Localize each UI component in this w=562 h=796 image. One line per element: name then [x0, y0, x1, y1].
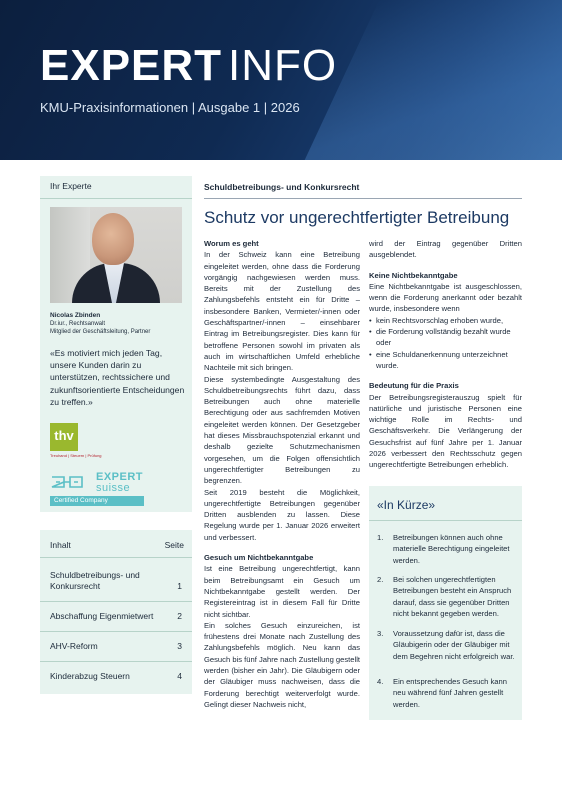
- toc-row-page: 2: [177, 611, 182, 621]
- paragraph: Ist eine Betreibung ungerechtfertigt, kann beim Betreibungsamt ein Gesuch um Nichtbekanntgabe gestellt werden. Der Registereintrag ist in diesem Fall für Dritte nicht sichtbar.: [204, 564, 360, 619]
- expertsuisse-icon: [50, 473, 84, 491]
- toc-header: [40, 530, 192, 558]
- expert-label: Ihr Experte: [50, 181, 92, 191]
- paragraph: Diese systembedingte Ausgestaltung des Schuldbetreibungsrechts führt dazu, dass Betreibungen auch ohne materielle Berechtigung oder aus sachfremden Motiven eingeleitet werden können. Der Gesetzgeber hat dieses Missbrauchspotenzial erkannt und deshalb gezielte Schutzmechanismen vorgesehen, um die Folgen offensichtlich ungerechtfertigter Betreibungen zu begrenzen.: [204, 374, 360, 486]
- thv-logo: thv: [50, 423, 78, 451]
- photo-head: [92, 213, 134, 265]
- toc-row[interactable]: [40, 632, 192, 662]
- summary-title: «In Kürze»: [377, 498, 436, 512]
- section-heading: Worum es geht: [204, 239, 259, 248]
- summary-item-number: 2.: [377, 575, 384, 584]
- paragraph: Eine Nichtbekanntgabe ist ausgeschlossen, wenn die Forderung anerkannt oder bezahlt wurde, insbesondere wenn: [369, 281, 522, 314]
- summary-item-number: 1.: [377, 533, 384, 542]
- divider: [204, 198, 522, 199]
- toc-row-page: 4: [177, 671, 182, 681]
- toc-header-title: Inhalt: [50, 540, 71, 550]
- article-category: Schuldbetreibungs- und Konkursrecht: [204, 182, 360, 192]
- paragraph: wird der Eintrag gegenüber Dritten ausgeblendet.: [369, 239, 522, 260]
- table-of-contents: [40, 530, 192, 694]
- expert-position: Mitglied der Geschäftsleitung, Partner: [50, 329, 151, 335]
- expertsuisse-word-1: EXPERT: [96, 471, 144, 483]
- toc-row[interactable]: [40, 602, 192, 632]
- summary-item-text: Ein entsprechendes Gesuch kann neu während fünf Jahren gestellt werden.: [393, 677, 507, 709]
- summary-box: [369, 486, 522, 720]
- issue-line: KMU-Praxisinformationen | Ausgabe 1 | 2026: [40, 100, 300, 115]
- brand-light: INFO: [228, 41, 338, 90]
- toc-row-page: 3: [177, 641, 182, 651]
- toc-row-title: Schuldbetreibungs- und Konkursrecht: [50, 570, 140, 591]
- summary-item-text: Bei solchen ungerechtfertigten Betreibungen besteht ein Anspruch darauf, dass sie gegenüber Dritten nicht bekannt gegeben werden.: [393, 575, 512, 618]
- brand-bold: EXPERT: [40, 41, 223, 90]
- expert-role: Dr.iur., Rechtsanwalt: [50, 321, 106, 327]
- section-heading: Bedeutung für die Praxis: [369, 381, 459, 391]
- certified-badge: Certified Company: [50, 496, 144, 506]
- toc-row-title: Kinderabzug Steuern: [50, 671, 130, 681]
- left-column: [40, 176, 192, 681]
- section-heading: Keine Nichtbekanntgabe: [369, 270, 458, 280]
- expert-box: [40, 176, 192, 512]
- toc-row[interactable]: [40, 558, 192, 602]
- paragraph: Seit 2019 besteht die Möglichkeit, ungerechtfertigte Betreibungen gegenüber Dritten ausblenden zu lassen. Diese Regelung wurde per 1. Januar 2026 erweitert und verbessert.: [204, 487, 360, 542]
- brand-title: [40, 41, 338, 90]
- expert-photo: [50, 207, 182, 303]
- summary-item-number: 4.: [377, 677, 384, 686]
- expertsuisse-logo: [50, 471, 180, 505]
- paragraph: Ein solches Gesuch einzureichen, ist frühestens drei Monate nach Zustellung des Zahlungsbefehls möglich. Neu kann das Gesuch bis fünf Jahre nach Zustellung gestellt werden (bisher ein Jahr). Die Gläubigern oder der Gläubiger muss nachweisen, dass die Forderung berechtigt weiterverfolgt wurde. Gelingt dieser Nachweis nicht,: [204, 620, 360, 709]
- paragraph: Der Betreibungsregisterauszug spielt für natürliche und juristische Personen eine wichtige Rolle im Rechts- und Geschäftsverkehr. Die Verlängerung der Gesuchsfrist auf fünf Jahre per 1. Januar 2026 verbessert den Rechtsschutz gegen ungerechtfertigte Betreibungen erheblich.: [369, 392, 522, 470]
- section-heading: Gesuch um Nichtbekanntgabe: [204, 553, 314, 563]
- expert-quote: «Es motiviert mich jeden Tag, unsere Kunden darin zu unterstützen, rechtssichere und zukunftsorientierte Entscheidungen zu treffen.»: [50, 348, 185, 407]
- toc-header-page: Seite: [164, 540, 184, 550]
- article-column-2: [369, 238, 522, 471]
- list-item: • eine Schuldanerkennung unterzeichnet wurde.: [369, 349, 522, 372]
- toc-row[interactable]: [40, 662, 192, 694]
- list-item: • die Forderung vollständig bezahlt wurde oder: [369, 326, 522, 349]
- summary-item-text: Betreibungen können auch ohne materielle Berechtigung eingeleitet werden.: [393, 533, 510, 565]
- summary-item-number: 3.: [377, 629, 384, 638]
- expert-name: Nicolas Zbinden: [50, 312, 101, 319]
- summary-item-text: Voraussetzung dafür ist, dass die Gläubigerin oder der Gläubiger mit dem Begehren nicht erfolgreich war.: [393, 629, 515, 661]
- article-column-1: [204, 238, 360, 710]
- list-item: • kein Rechtsvorschlag erhoben wurde,: [369, 315, 522, 326]
- toc-row-title: Abschaffung Eigenmietwert: [50, 611, 154, 621]
- toc-row-title: AHV-Reform: [50, 641, 98, 651]
- paragraph: In der Schweiz kann eine Betreibung eingeleitet werden, ohne dass die Forderung vorgängig nachgewiesen werden muss. Bereits mit der Zustellung des Zahlungsbefehls entsteht ein für Dritte – insbesondere Banken, Vermieter/-innen oder Geschäftspartner/-innen – einsehbarer Eintrag im Betreibungsregister. Dies kann für betroffene Personen sowohl im privaten als auch im wirtschaftlichen Umfeld erhebliche Nachteile mit sich bringen.: [204, 250, 360, 373]
- divider: [40, 198, 192, 199]
- article-title: Schutz vor ungerechtfertigter Betreibung: [204, 208, 510, 227]
- bullet-list: [369, 315, 522, 371]
- expertsuisse-word-2: suisse: [96, 482, 131, 494]
- divider: [369, 520, 522, 521]
- masthead: [0, 0, 562, 160]
- toc-row-page: 1: [177, 581, 182, 591]
- thv-logo-subtitle: Treuhand | Steuern | Prüfung: [50, 453, 102, 458]
